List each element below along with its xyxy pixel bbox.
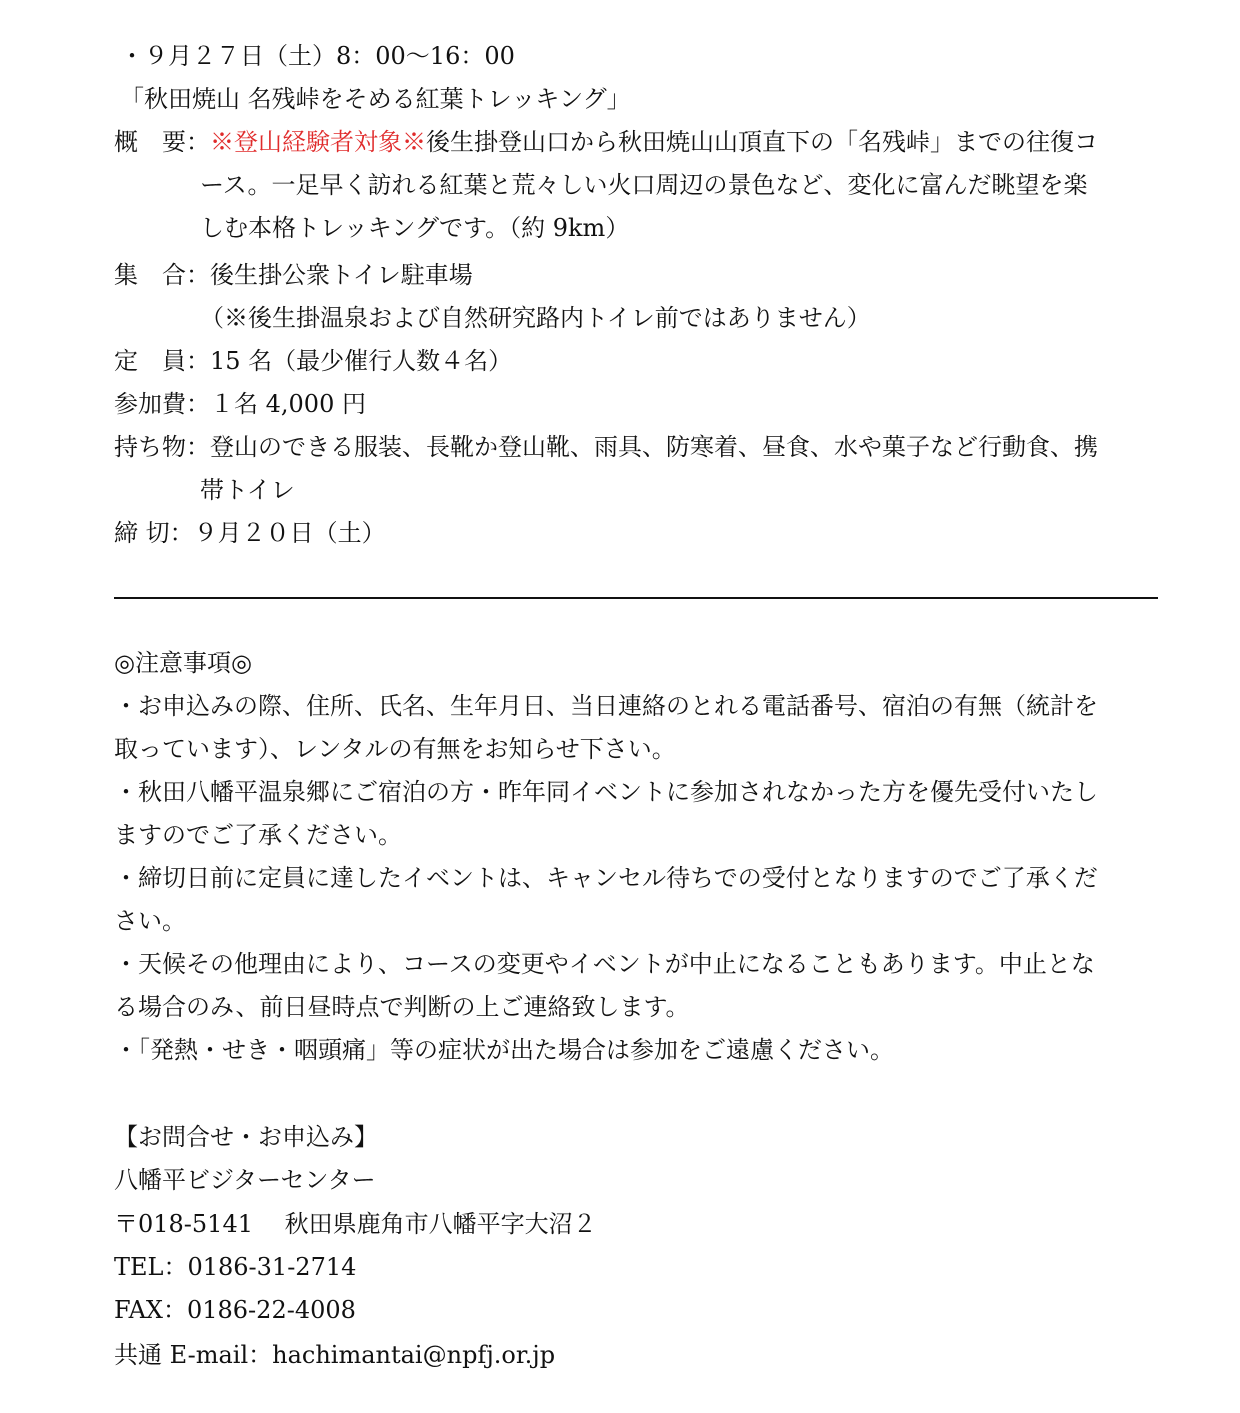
overview-row xyxy=(114,127,1098,157)
contact-heading: 【お問合せ・お申込み】 xyxy=(114,1123,378,1151)
notes-line: ますのでご了承ください。 xyxy=(114,821,402,849)
overview-line2: ース。一足早く訪れる紅葉と荒々しい火口周辺の景色など、変化に富んだ眺望を楽 xyxy=(200,171,1088,199)
notes-line: ・お申込みの際、住所、氏名、生年月日、当日連絡のとれる電話番号、宿泊の有無（統計を xyxy=(114,692,1098,720)
meeting-row xyxy=(114,260,473,290)
overview-line1: 後生掛登山口から秋田焼山山頂直下の「名残峠」までの往復コ xyxy=(426,128,1098,156)
contact-fax: FAX：0186-22-4008 xyxy=(114,1296,356,1324)
capacity-row xyxy=(114,346,512,376)
fee-value: １名 4,000 円 xyxy=(210,390,366,418)
section-divider xyxy=(114,597,1158,599)
notes-line: ・秋田八幡平温泉郷にご宿泊の方・昨年同イベントに参加されなかった方を優先受付いたし xyxy=(114,778,1098,806)
deadline-value: ９月２０日（土） xyxy=(193,519,386,547)
meeting-label: 集 合： xyxy=(114,261,210,289)
contact-tel: TEL：0186-31-2714 xyxy=(114,1253,357,1281)
deadline-label: 締 切： xyxy=(114,519,194,547)
items-label: 持ち物： xyxy=(114,433,210,461)
deadline-row xyxy=(114,518,386,548)
overview-warning: ※登山経験者対象※ xyxy=(210,128,426,156)
capacity-label: 定 員： xyxy=(114,347,210,375)
notes-line: ・「発熱・せき・咽頭痛」等の症状が出た場合は参加をご遠慮ください。 xyxy=(114,1036,894,1064)
event-title: 「秋田焼山 名残峠をそめる紅葉トレッキング」 xyxy=(120,85,631,113)
notes-line: さい。 xyxy=(114,907,186,935)
contact-name: 八幡平ビジターセンター xyxy=(114,1166,376,1194)
fee-row xyxy=(114,389,366,419)
contact-address: 〒018-5141 秋田県鹿角市八幡平字大沼２ xyxy=(114,1210,597,1238)
notes-line: る場合のみ、前日昼時点で判断の上ご連絡致します。 xyxy=(114,993,690,1021)
overview-label: 概 要： xyxy=(114,128,210,156)
meeting-line1: 後生掛公衆トイレ駐車場 xyxy=(210,261,473,289)
contact-email[interactable]: 共通 E-mail：hachimantai@npfj.or.jp xyxy=(114,1341,556,1369)
items-line1: 登山のできる服装、長靴か登山靴、雨具、防寒着、昼食、水や菓子など行動食、携 xyxy=(210,433,1098,461)
items-line2: 帯トイレ xyxy=(200,476,295,504)
notes-line: 取っています）、レンタルの有無をお知らせ下さい。 xyxy=(114,735,676,763)
items-row xyxy=(114,432,1098,462)
event-datetime: ・９月２７日（土）8：00〜16：00 xyxy=(120,42,515,70)
capacity-value: 15 名（最少催行人数４名） xyxy=(210,347,513,375)
meeting-line2: （※後生掛温泉および自然研究路内トイレ前ではありません） xyxy=(200,304,871,332)
overview-line3: しむ本格トレッキングです。（約 9km） xyxy=(200,214,630,242)
notes-heading: ◎注意事項◎ xyxy=(114,649,252,677)
notes-line: ・天候その他理由により、コースの変更やイベントが中止になることもあります。中止とな xyxy=(114,950,1095,978)
fee-label: 参加費： xyxy=(114,390,210,418)
notes-line: ・締切日前に定員に達したイベントは、キャンセル待ちでの受付となりますのでご了承くだ xyxy=(114,864,1098,892)
